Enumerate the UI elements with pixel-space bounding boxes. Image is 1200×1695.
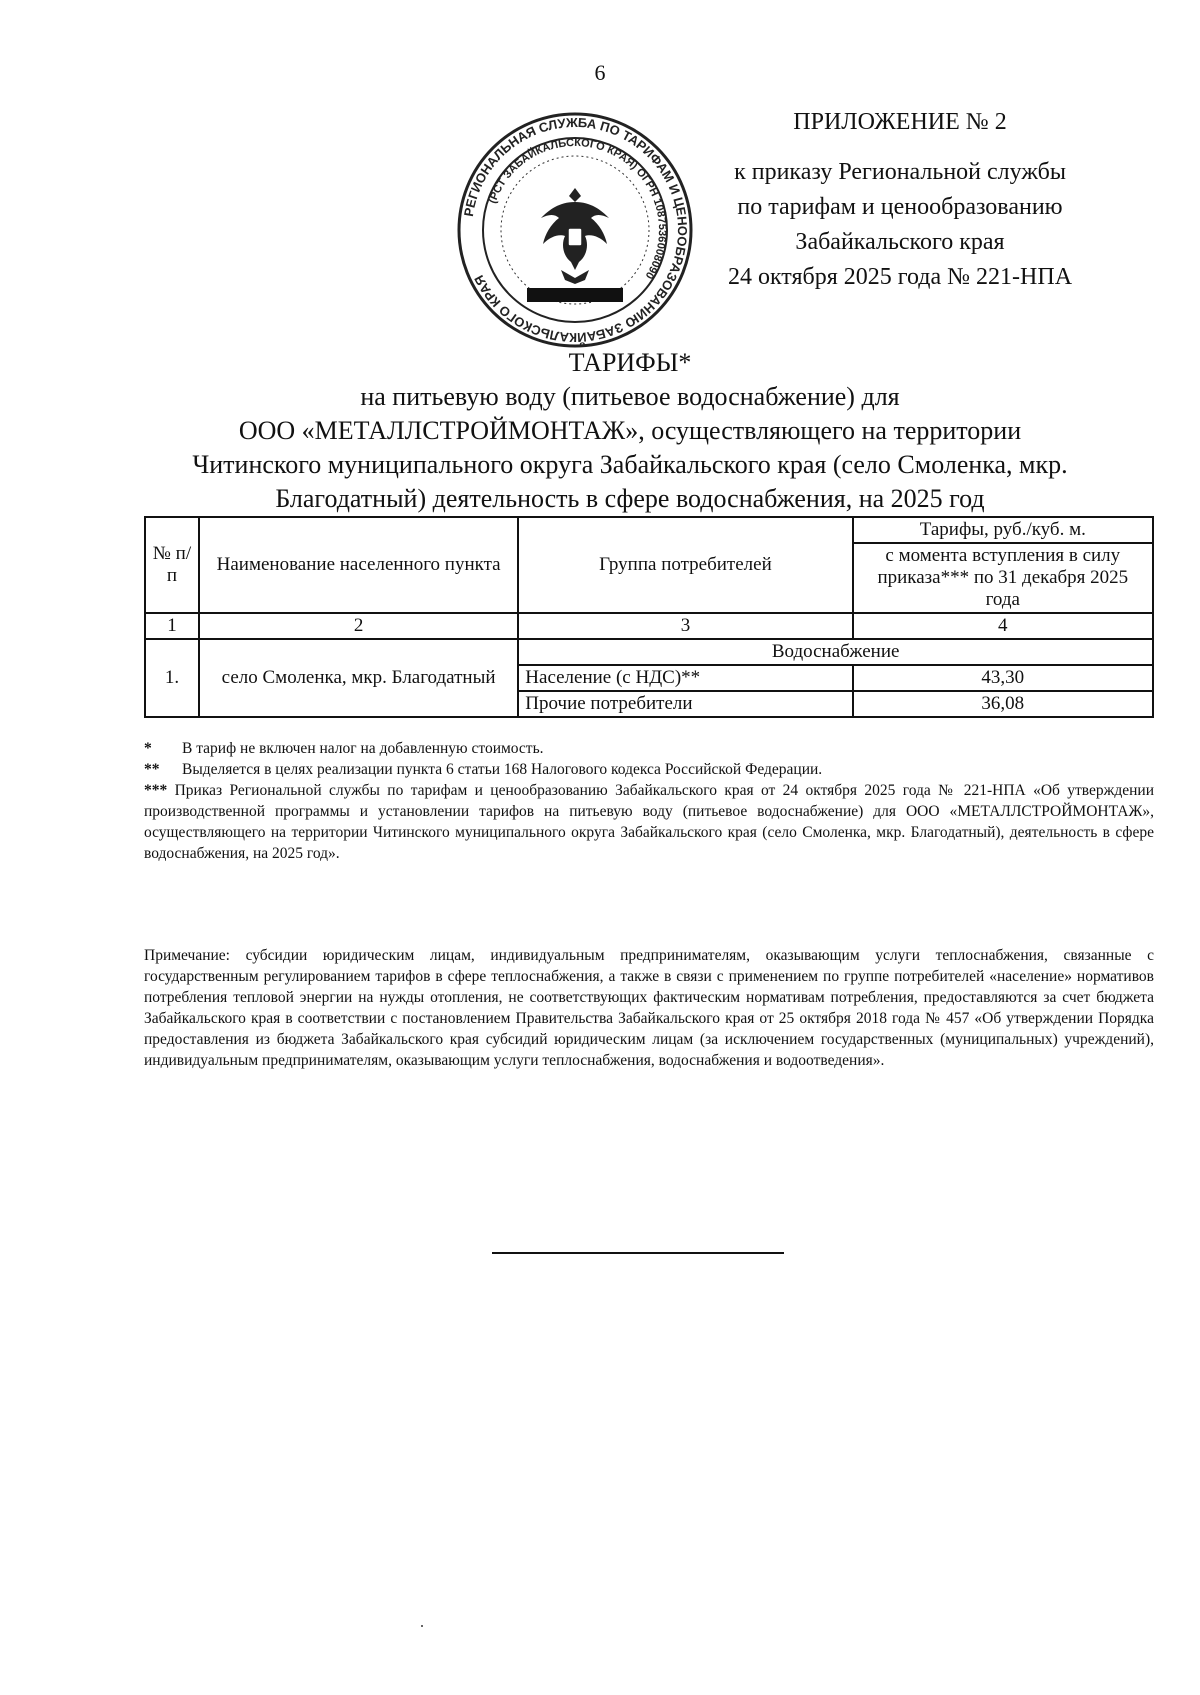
table-header-row bbox=[145, 517, 1153, 543]
official-seal-stamp bbox=[455, 110, 695, 350]
tariffs-table bbox=[144, 516, 1154, 718]
footnote-text: Приказ Региональной службы по тарифам и ценообразованию Забайкальского края от 24 октября 2025 года № 221-НПА «Об утверждении производственной программы и установлении тарифов на питьевую воду (питьевое водоснабжение) для ООО «МЕТАЛЛСТРОЙМОНТАЖ», осуществляющего на территории Читинского муниципального округа Забайкальского края (село Смоленка, мкр. Благодатный), деятельность в сфере водоснабжения, на 2025 год». bbox=[144, 782, 1154, 862]
column-number: 4 bbox=[853, 613, 1153, 639]
document-title: ТАРИФЫ* bbox=[568, 348, 692, 377]
footnote bbox=[144, 738, 1154, 759]
stamp-redaction-bar bbox=[527, 288, 623, 302]
footnote-mark: * bbox=[144, 740, 152, 757]
tariff-value: 36,08 bbox=[853, 691, 1153, 717]
consumer-group: Прочие потребители bbox=[518, 691, 852, 717]
subtitle-line: Благодатный) деятельность в сфере водоснабжения, на 2025 год bbox=[275, 484, 985, 513]
column-number: 3 bbox=[518, 613, 852, 639]
header-period: с момента вступления в силу приказа*** по 31 декабря 2025 года bbox=[853, 543, 1153, 613]
footnotes bbox=[144, 738, 1154, 864]
footnote-mark: ** bbox=[144, 761, 160, 778]
column-number: 2 bbox=[199, 613, 518, 639]
stamp-inner-text: (РСТ ЗАБАЙКАЛЬСКОГО КРАЯ) ОГРН 1087536008090 bbox=[486, 136, 669, 281]
annex-title: ПРИЛОЖЕНИЕ № 2 bbox=[793, 109, 1007, 135]
header-num: № п/п bbox=[145, 517, 199, 613]
header-tariffs: Тарифы, руб./куб. м. bbox=[853, 517, 1153, 543]
document-subtitle bbox=[130, 380, 1130, 516]
annex-line: по тарифам и ценообразованию bbox=[737, 194, 1063, 220]
footnote-text: Выделяется в целях реализации пункта 6 статьи 168 Налогового кодекса Российской Федерации. bbox=[182, 761, 823, 778]
column-number: 1 bbox=[145, 613, 199, 639]
table-row bbox=[145, 639, 1153, 665]
footnote bbox=[144, 759, 1154, 780]
scan-speck bbox=[421, 1625, 423, 1627]
page-number: 6 bbox=[594, 60, 606, 85]
row-settlement: село Смоленка, мкр. Благодатный bbox=[199, 639, 518, 717]
annex-order-reference bbox=[700, 155, 1100, 295]
coat-of-arms-icon bbox=[541, 188, 609, 284]
footnote-mark: *** bbox=[144, 782, 168, 799]
annex-line: Забайкальского края bbox=[795, 229, 1005, 255]
column-numbers-row bbox=[145, 613, 1153, 639]
remark-paragraph: Примечание: субсидии юридическим лицам, индивидуальным предпринимателям, оказывающим услуги теплоснабжения, связанные с государственным регулированием тарифов в сфере теплоснабжения, а также в связи с применением по группе потребителей «население» нормативов потребления тепловой энергии на нужды отопления, не соответствующих фактическим нормативам потребления, предоставляются за счет бюджета Забайкальского края в соответствии с постановлением Правительства Забайкальского края от 25 октября 2018 года № 457 «Об утверждении Порядка предоставления из бюджета Забайкальского края субсидий юридическим лицам (за исключением государственных (муниципальных) учреждений), индивидуальным предпринимателям, оказывающим услуги теплоснабжения, водоснабжения и водоотведения». bbox=[144, 947, 1154, 1069]
subtitle-line: Читинского муниципального округа Забайкальского края (село Смоленка, мкр. bbox=[192, 450, 1068, 479]
footnote bbox=[144, 780, 1154, 864]
section-label: Водоснабжение bbox=[518, 639, 1153, 665]
footnote-text: В тариф не включен налог на добавленную стоимость. bbox=[182, 740, 544, 757]
tariff-value: 43,30 bbox=[853, 665, 1153, 691]
subtitle-line: ООО «МЕТАЛЛСТРОЙМОНТАЖ», осуществляющего на территории bbox=[238, 416, 1022, 445]
annex-line: к приказу Региональной службы bbox=[734, 159, 1066, 185]
annex-line: 24 октября 2025 года № 221-НПА bbox=[727, 264, 1073, 290]
consumer-group: Население (с НДС)** bbox=[518, 665, 852, 691]
row-num: 1. bbox=[145, 639, 199, 717]
subtitle-line: на питьевую воду (питьевое водоснабжение) для bbox=[360, 382, 900, 411]
header-settlement: Наименование населенного пункта bbox=[199, 517, 518, 613]
closing-divider bbox=[492, 1252, 784, 1254]
header-group: Группа потребителей bbox=[518, 517, 852, 613]
stamp-outer-text: РЕГИОНАЛЬНАЯ СЛУЖБА ПО ТАРИФАМ И ЦЕНООБРАЗОВАНИЮ ЗАБАЙКАЛЬСКОГО КРАЯ bbox=[460, 114, 691, 346]
